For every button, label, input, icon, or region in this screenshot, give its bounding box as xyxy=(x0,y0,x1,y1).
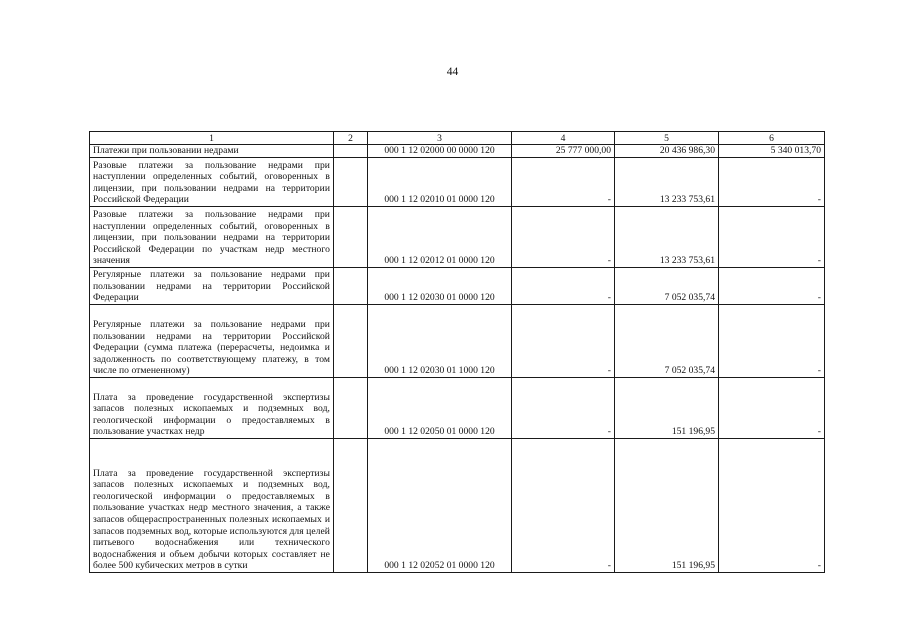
column-header-6: 6 xyxy=(719,132,825,145)
budget-revenue-table xyxy=(89,131,825,573)
row-col5: 7 052 035,74 xyxy=(615,305,719,378)
row-col5: 7 052 035,74 xyxy=(615,268,719,305)
row-col6: - xyxy=(719,268,825,305)
row-code: 000 1 12 02030 01 1000 120 xyxy=(368,305,512,378)
row-col6: - xyxy=(719,305,825,378)
row-col4: - xyxy=(512,158,615,207)
row-name: Разовые платежи за пользование недрами при наступлении определенных событий, оговоренных в лицензии, при пользовании недрами на территории Российской Федерации по участкам недр местного значения xyxy=(90,207,334,268)
column-header-2: 2 xyxy=(334,132,368,145)
row-col6: - xyxy=(719,378,825,439)
column-header-4: 4 xyxy=(512,132,615,145)
column-header-1: 1 xyxy=(90,132,334,145)
table-row xyxy=(90,145,825,158)
row-col2 xyxy=(334,158,368,207)
row-name: Платежи при пользовании недрами xyxy=(90,145,334,158)
row-name: Регулярные платежи за пользование недрами при пользовании недрами на территории Российской Федерации (сумма платежа (перерасчеты, недоимка и задолженность по соответствующему платежу, в том числе по отмененному) xyxy=(90,305,334,378)
row-code: 000 1 12 02030 01 0000 120 xyxy=(368,268,512,305)
table-row xyxy=(90,207,825,268)
row-col2 xyxy=(334,378,368,439)
table-header-row xyxy=(90,132,825,145)
row-code: 000 1 12 02000 00 0000 120 xyxy=(368,145,512,158)
row-name: Плата за проведение государственной экспертизы запасов полезных ископаемых и подземных вод, геологической информации о предоставляемых в пользование участках недр xyxy=(90,378,334,439)
row-col6: - xyxy=(719,207,825,268)
row-col5: 151 196,95 xyxy=(615,439,719,573)
page-number: 44 xyxy=(446,66,459,78)
row-code: 000 1 12 02052 01 0000 120 xyxy=(368,439,512,573)
row-col6: - xyxy=(719,158,825,207)
row-name: Разовые платежи за пользование недрами при наступлении определенных событий, оговоренных в лицензии, при пользовании недрами на территории Российской Федерации xyxy=(90,158,334,207)
row-col4: - xyxy=(512,378,615,439)
row-name: Плата за проведение государственной экспертизы запасов полезных ископаемых и подземных вод, геологической информации о предоставляемых в пользование участках недр местного значения, а также запасов общераспространенных полезных ископаемых и запасов подземных вод, которые используются для целей питьевого водоснабжения или технического водоснабжения и объем добычи которых составляет не более 500 кубических метров в сутки xyxy=(90,439,334,573)
row-col6: - xyxy=(719,439,825,573)
row-col4: - xyxy=(512,207,615,268)
row-col5: 13 233 753,61 xyxy=(615,158,719,207)
row-col2 xyxy=(334,305,368,378)
row-col5: 20 436 986,30 xyxy=(615,145,719,158)
column-header-3: 3 xyxy=(368,132,512,145)
table-row xyxy=(90,158,825,207)
row-col2 xyxy=(334,207,368,268)
row-code: 000 1 12 02010 01 0000 120 xyxy=(368,158,512,207)
row-col2 xyxy=(334,439,368,573)
row-col4: 25 777 000,00 xyxy=(512,145,615,158)
row-col4: - xyxy=(512,305,615,378)
row-name: Регулярные платежи за пользование недрами при пользовании недрами на территории Российской Федерации xyxy=(90,268,334,305)
table-row xyxy=(90,305,825,378)
row-col5: 151 196,95 xyxy=(615,378,719,439)
table-row xyxy=(90,268,825,305)
row-col5: 13 233 753,61 xyxy=(615,207,719,268)
column-header-5: 5 xyxy=(615,132,719,145)
row-col2 xyxy=(334,145,368,158)
row-col2 xyxy=(334,268,368,305)
row-col4: - xyxy=(512,268,615,305)
table-row xyxy=(90,439,825,573)
row-code: 000 1 12 02050 01 0000 120 xyxy=(368,378,512,439)
table-row xyxy=(90,378,825,439)
row-code: 000 1 12 02012 01 0000 120 xyxy=(368,207,512,268)
row-col4: - xyxy=(512,439,615,573)
row-col6: 5 340 013,70 xyxy=(719,145,825,158)
